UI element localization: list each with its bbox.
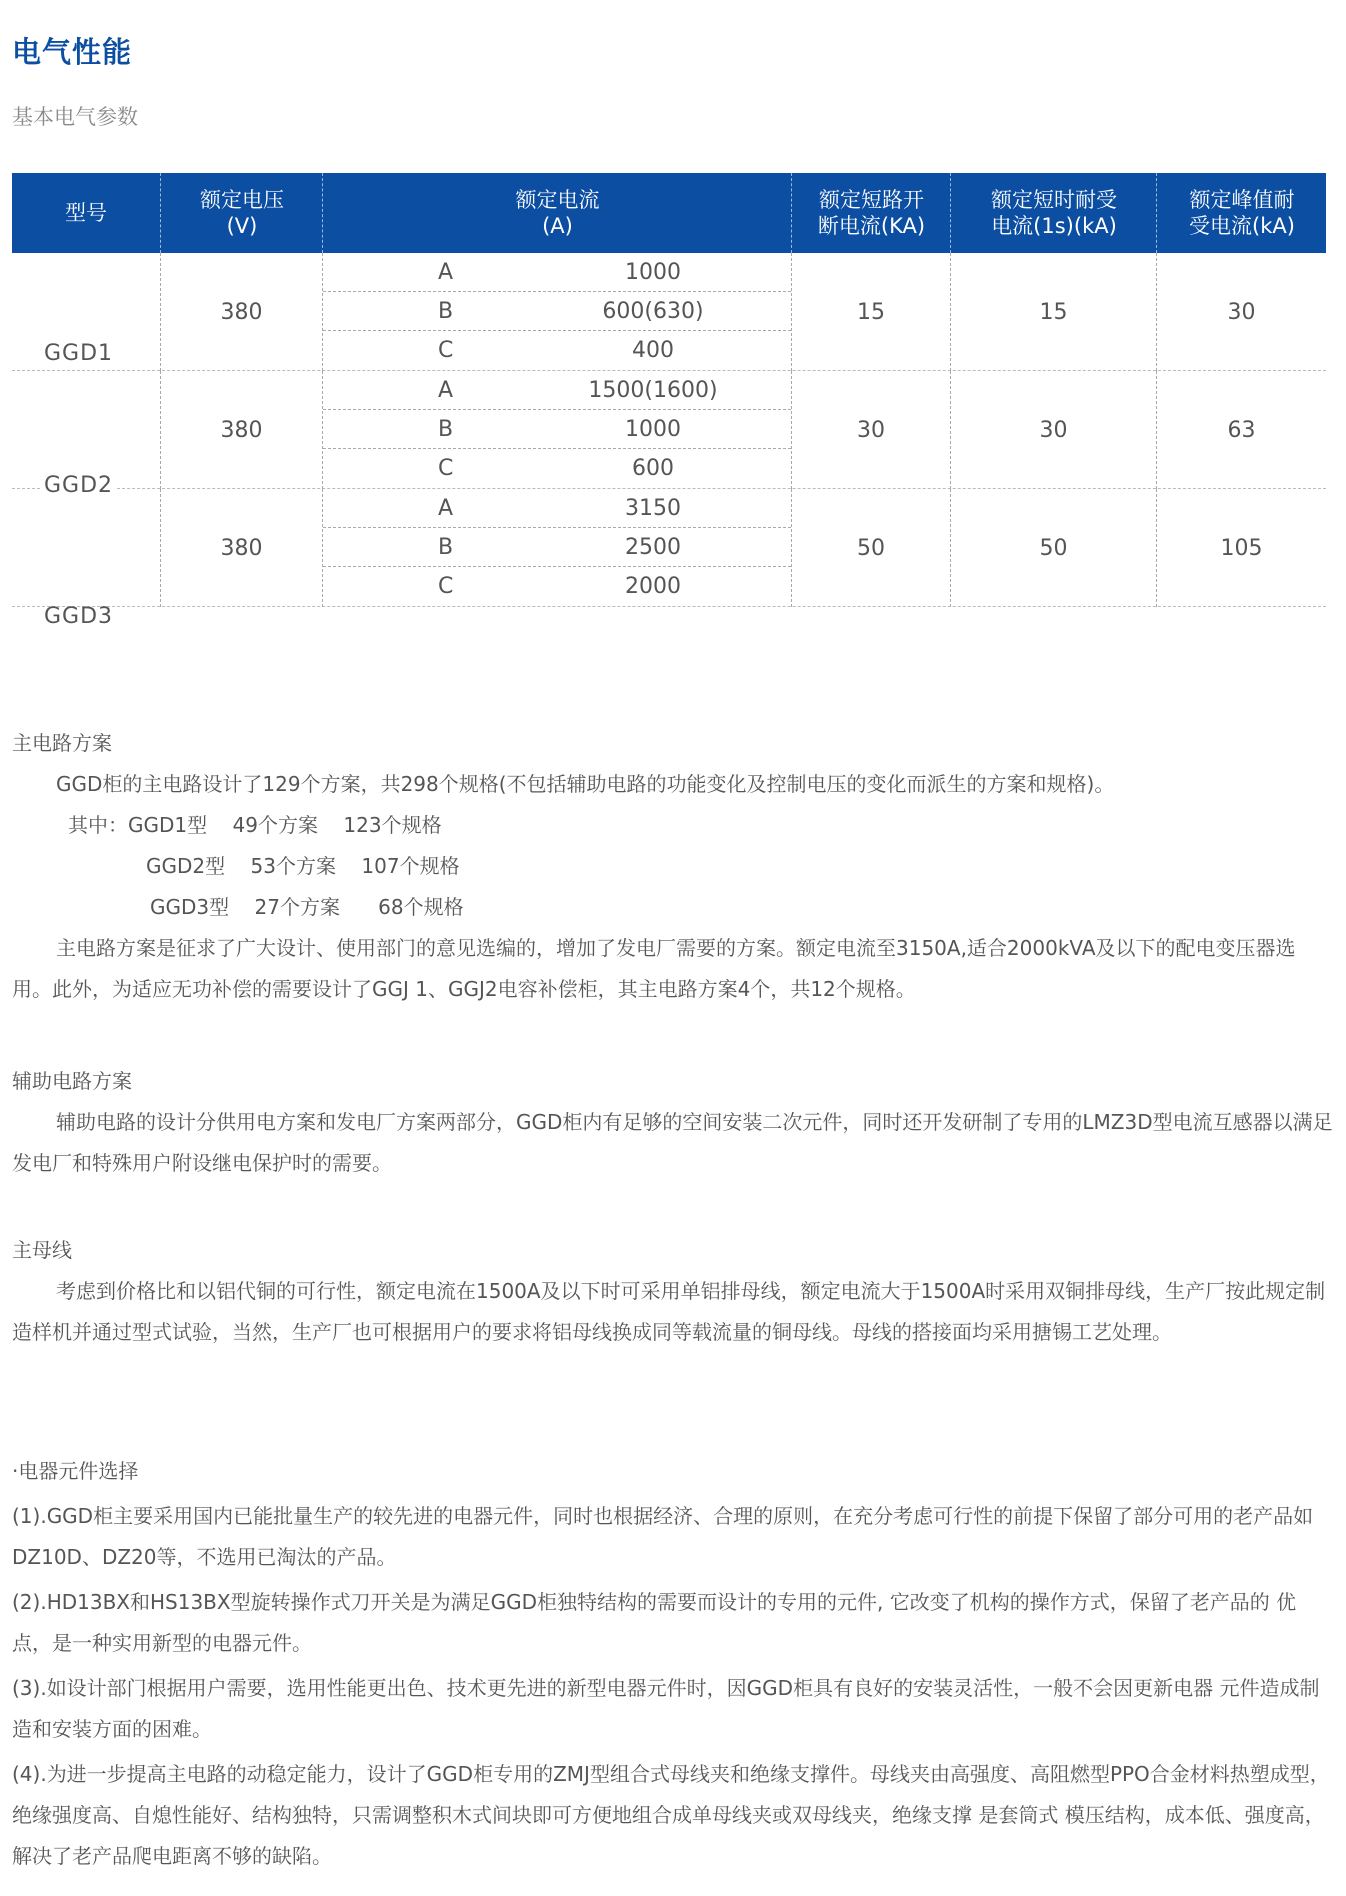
header-current [322,173,792,253]
current-value: 400 [632,338,674,363]
current-subrow [323,449,791,488]
current-cell [322,253,791,371]
voltage-value: 380 [220,535,263,561]
header-breaking-line2: 断电流(KA) [817,214,926,238]
short-time-value: 30 [1039,417,1068,443]
current-grade: A [438,495,454,521]
voltage-cell [160,489,322,607]
table-row [12,253,1326,371]
header-voltage-line1: 额定电压 [200,188,284,212]
electrical-parameters-table [12,173,1326,629]
current-value: 2000 [625,574,681,599]
aux-circuit-heading: 辅助电路方案 [12,1069,132,1093]
current-cell [322,489,791,607]
current-value: 1000 [625,416,681,442]
header-short-time-line1: 额定短时耐受 [991,188,1117,212]
header-voltage [160,173,323,253]
current-grade: C [438,574,454,599]
component-item: (4).为进一步提高主电路的动稳定能力，设计了GGD柜专用的ZMJ型组合式母线夹和绝缘支撑件。母线夹由高强度、高阻燃型PPO合金材料热塑成型，绝缘强度高、自熄性能好、结构独特，只需调整积木式间块即可方便地组合成单母线夹或双母线夹，绝缘支撑 是套筒式 模压结构，成本低、强度高，解决了老产品爬电距离不够的缺陷。 [12,1762,1330,1868]
main-busbar-heading: 主母线 [12,1238,72,1262]
header-model-label: 型号 [65,201,107,225]
header-model [12,173,160,253]
current-value: 1500(1600) [588,377,718,403]
main-circuit-body: 主电路方案是征求了广大设计、使用部门的意见选编的，增加了发电厂需要的方案。额定电流至3150A,适合2000kVA及以下的配电变压器选用。此外，为适应无功补偿的需要设计了GGJ 1、GGJ2电容补偿柜，其主电路方案4个，共12个规格。 [12,936,1296,1001]
short-time-cell [950,489,1156,607]
voltage-value: 380 [220,417,263,443]
breaking-value: 30 [857,417,885,443]
header-peak-line1: 额定峰值耐 [1189,188,1295,212]
current-subrow [323,410,791,449]
breaking-cell [791,253,950,371]
component-item: (3).如设计部门根据用户需要，选用性能更出色、技术更先进的新型电器元件时，因GGD柜具有良好的安装灵活性，一般不会因更新电器 元件造成制造和安装方面的困难。 [12,1676,1320,1741]
current-grade: B [438,534,454,560]
short-time-cell [950,253,1156,371]
peak-cell [1156,371,1326,489]
header-current-line2: (A) [542,214,573,238]
current-grade: B [438,298,454,324]
voltage-cell [160,253,322,371]
model-label: GGD3 [44,604,114,629]
main-circuit-ggd1: 其中：GGD1型 49个方案 123个规格 [68,813,442,837]
current-subrow [323,331,791,370]
current-cell [322,371,791,489]
header-voltage-line2: (V) [226,214,258,238]
peak-value: 105 [1220,535,1263,561]
current-value: 600 [632,456,674,481]
current-subrow [323,567,791,606]
current-grade: C [438,338,454,363]
current-value: 2500 [625,534,681,560]
header-peak-current [1156,173,1327,253]
main-busbar-section [12,1230,1334,1353]
table-row [12,371,1326,489]
current-subrow [323,371,791,410]
header-breaking-current [791,173,951,253]
aux-circuit-body: 辅助电路的设计分供用电方案和发电厂方案两部分，GGD柜内有足够的空间安装二次元件，同时还开发研制了专用的LMZ3D型电流互感器以满足发电厂和特殊用户附设继电保护时的需要。 [12,1110,1333,1175]
header-current-line1: 额定电流 [515,188,600,212]
short-time-value: 50 [1039,535,1068,561]
current-value: 600(630) [602,298,704,324]
current-grade: A [438,377,454,403]
current-value: 3150 [625,495,681,521]
current-grade: C [438,456,454,481]
header-short-time-current [950,173,1157,253]
page-subtitle: 基本电气参数 [12,105,138,129]
main-circuit-section [12,723,1334,1010]
component-item: (1).GGD柜主要采用国内已能批量生产的较先进的电器元件，同时也根据经济、合理的原则，在充分考虑可行性的前提下保留了部分可用的老产品如DZ10D、DZ20等，不选用已淘汰的产品。 [12,1504,1314,1569]
model-label: GGD1 [44,341,114,366]
current-value: 1000 [625,259,681,285]
breaking-cell [791,489,950,607]
peak-cell [1156,489,1326,607]
breaking-value: 50 [857,535,885,561]
peak-value: 63 [1227,417,1256,443]
current-grade: A [438,259,454,285]
breaking-value: 15 [857,299,885,325]
aux-circuit-section [12,1061,1334,1184]
main-circuit-ggd2: GGD2型 53个方案 107个规格 [146,854,460,878]
components-section [12,1451,1334,1877]
short-time-cell [950,371,1156,489]
voltage-cell [160,371,322,489]
main-circuit-heading: 主电路方案 [12,731,112,755]
header-breaking-line1: 额定短路开 [819,188,924,212]
header-short-time-line2: 电流(1s)(kA) [991,214,1117,238]
table-header [12,173,1326,253]
component-item: (2).HD13BX和HS13BX型旋转操作式刀开关是为满足GGD柜独特结构的需要而设计的专用的元件, 它改变了机构的操作方式，保留了老产品的 优点，是一种实用新型的电器元件。 [12,1590,1297,1655]
components-heading: ·电器元件选择 [12,1459,139,1483]
peak-cell [1156,253,1326,371]
table-row [12,489,1326,607]
model-label: GGD2 [44,473,114,498]
page-title: 电气性能 [12,35,133,69]
current-subrow [323,489,791,528]
short-time-value: 15 [1039,299,1068,325]
current-subrow [323,292,791,331]
peak-value: 30 [1227,299,1256,325]
breaking-cell [791,371,950,489]
main-circuit-ggd3: GGD3型 27个方案 68个规格 [150,895,464,919]
voltage-value: 380 [220,299,263,325]
table-body [12,253,1326,629]
current-subrow [323,253,791,292]
header-peak-line2: 受电流(kA) [1189,214,1295,238]
current-grade: B [438,416,454,442]
current-subrow [323,528,791,567]
main-busbar-body: 考虑到价格比和以铝代铜的可行性，额定电流在1500A及以下时可采用单铝排母线，额定电流大于1500A时采用双铜排母线，生产厂按此规定制造样机并通过型式试验，当然，生产厂也可根据用户的要求将铝母线换成同等载流量的铜母线。母线的搭接面均采用搪锡工艺处理。 [12,1279,1326,1344]
main-circuit-intro: GGD柜的主电路设计了129个方案，共298个规格(不包括辅助电路的功能变化及控制电压的变化而派生的方案和规格)。 [56,772,1115,796]
